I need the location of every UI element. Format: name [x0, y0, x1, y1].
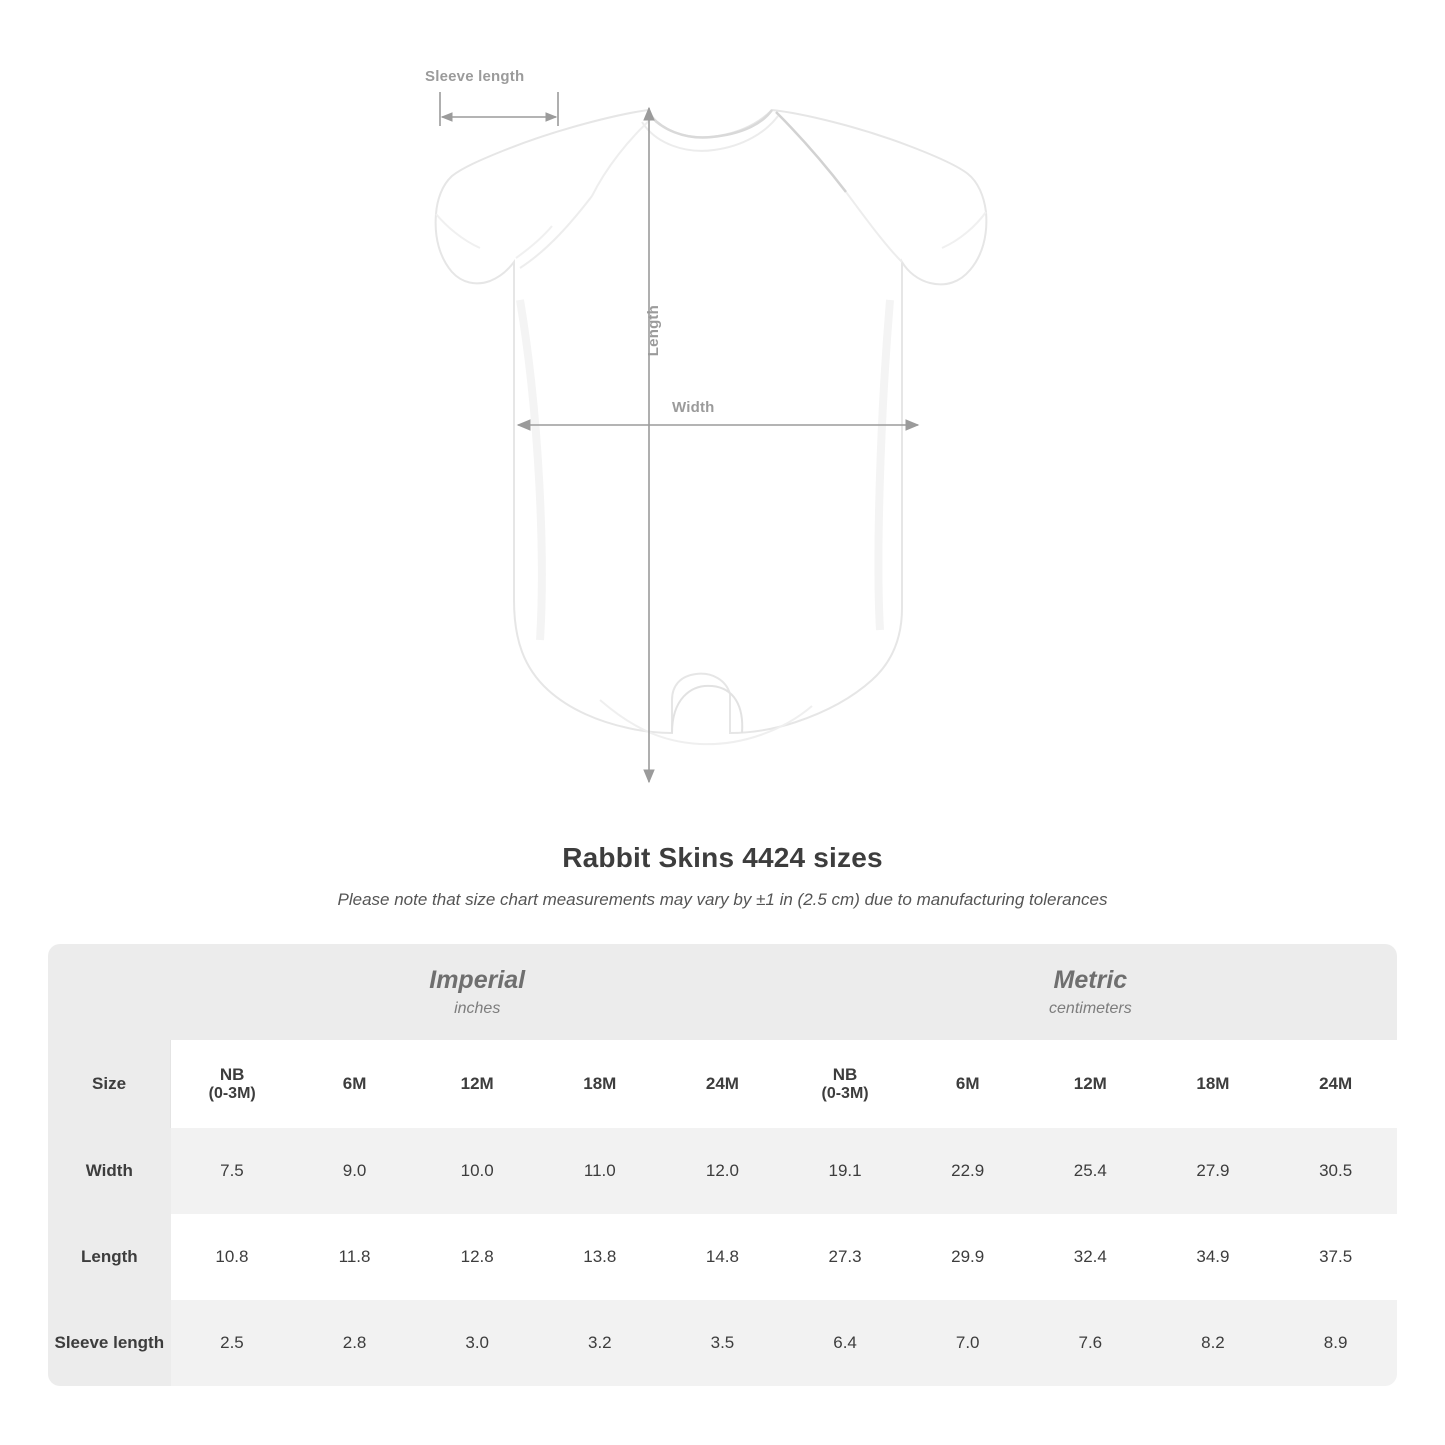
cell-width-8: 27.9	[1152, 1128, 1275, 1214]
cell-sleeve-4: 3.5	[661, 1300, 784, 1386]
unit-spacer-cell	[48, 944, 171, 1040]
cell-sleeve-9: 8.9	[1274, 1300, 1397, 1386]
header-col-0-sub: (0-3M)	[208, 1085, 256, 1102]
header-col-5-sub: (0-3M)	[821, 1085, 869, 1102]
header-col-7: 12M	[1029, 1040, 1152, 1128]
header-col-4: 24M	[661, 1040, 784, 1128]
header-col-5-label: NB	[832, 1065, 858, 1084]
page-title: Rabbit Skins 4424 sizes	[562, 842, 883, 873]
cell-length-6: 29.9	[951, 1247, 985, 1266]
table-row	[48, 1128, 1397, 1214]
cell-sleeve-0: 2.5	[171, 1300, 294, 1386]
chart-header	[0, 842, 1445, 910]
header-size-label: Size	[48, 1040, 171, 1128]
header-col-2: 12M	[416, 1040, 539, 1128]
header-col-1: 6M	[293, 1040, 416, 1128]
row-label-width: Width	[48, 1128, 171, 1214]
unit-imperial-cell	[171, 944, 784, 1040]
header-col-8: 18M	[1152, 1040, 1275, 1128]
sleeve-length-label: Sleeve length	[425, 68, 525, 85]
cell-length-1: 11.8	[338, 1247, 371, 1266]
cell-length-5: 27.3	[828, 1247, 862, 1266]
cell-length-2: 12.8	[460, 1247, 494, 1266]
cell-width-5: 19.1	[784, 1128, 907, 1214]
cell-length-0: 10.8	[215, 1247, 249, 1266]
cell-sleeve-2: 3.0	[416, 1300, 539, 1386]
cell-sleeve-8: 8.2	[1152, 1300, 1275, 1386]
header-col-3: 18M	[539, 1040, 662, 1128]
cell-length-9: 37.5	[1319, 1247, 1353, 1266]
unit-metric-label: Metric	[1053, 965, 1128, 994]
width-label: Width	[672, 399, 715, 416]
unit-metric-cell	[784, 944, 1397, 1040]
cell-width-4: 12.0	[661, 1128, 784, 1214]
column-header-row	[48, 1040, 1397, 1128]
cell-length-8: 34.9	[1196, 1247, 1230, 1266]
header-col-5	[784, 1040, 907, 1128]
cell-sleeve-1: 2.8	[293, 1300, 416, 1386]
unit-system-row	[48, 944, 1397, 1040]
cell-width-7: 25.4	[1029, 1128, 1152, 1214]
header-col-0-label: NB	[219, 1065, 245, 1084]
header-col-9: 24M	[1274, 1040, 1397, 1128]
cell-sleeve-7: 7.6	[1029, 1300, 1152, 1386]
cell-width-6: 22.9	[906, 1128, 1029, 1214]
unit-metric-sub: centimeters	[1049, 1000, 1132, 1018]
cell-width-2: 10.0	[416, 1128, 539, 1214]
cell-width-9: 30.5	[1274, 1128, 1397, 1214]
row-label-length: Length	[48, 1214, 171, 1300]
bodysuit-shape	[436, 110, 987, 744]
cell-sleeve-6: 7.0	[906, 1300, 1029, 1386]
cell-width-1: 9.0	[293, 1128, 416, 1214]
cell-length-3: 13.8	[583, 1247, 617, 1266]
cell-length-4: 14.8	[705, 1247, 739, 1266]
unit-imperial-label: Imperial	[429, 965, 526, 994]
length-label: Length	[645, 305, 662, 357]
cell-width-0: 7.5	[171, 1128, 294, 1214]
tolerance-note: Please note that size chart measurements may vary by ±1 in (2.5 cm) due to manufacturing tolerances	[337, 890, 1108, 909]
cell-sleeve-5: 6.4	[784, 1300, 907, 1386]
header-col-0	[171, 1040, 294, 1128]
cell-sleeve-3: 3.2	[539, 1300, 662, 1386]
unit-imperial-sub: inches	[454, 1000, 501, 1018]
row-label-sleeve-length: Sleeve length	[48, 1300, 171, 1386]
table-row	[48, 1300, 1397, 1386]
header-col-6: 6M	[906, 1040, 1029, 1128]
table-row	[48, 1214, 1397, 1300]
cell-length-7: 32.4	[1073, 1247, 1107, 1266]
cell-width-3: 11.0	[539, 1128, 662, 1214]
size-chart-table	[48, 944, 1397, 1386]
